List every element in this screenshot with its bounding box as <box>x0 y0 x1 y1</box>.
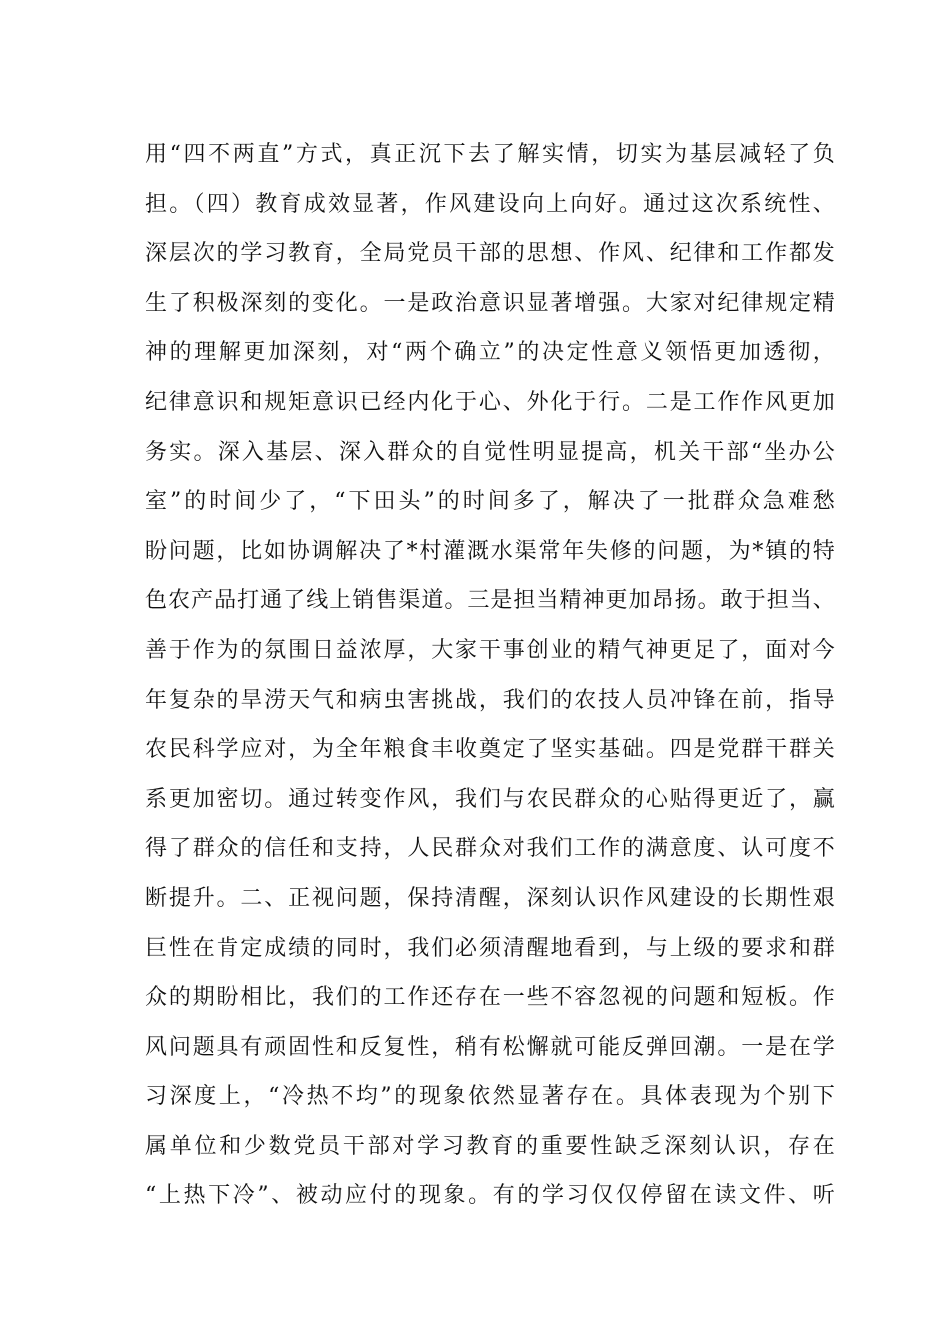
text-line-5: 神的理解更加深刻，对“两个确立”的决定性意义领悟更加透彻， <box>145 340 835 366</box>
text-line-9: 盼问题，比如协调解决了*村灌溉水渠常年失修的问题，为*镇的特 <box>145 538 835 564</box>
text-line-14: 系更加密切。通过转变作风，我们与农民群众的心贴得更近了，赢 <box>145 786 835 812</box>
text-line-6: 纪律意识和规矩意识已经内化于心、外化于行。二是工作作风更加 <box>145 389 835 415</box>
text-line-22: “上热下冷”、被动应付的现象。有的学习仅仅停留在读文件、听 <box>145 1183 835 1209</box>
text-line-20: 习深度上，“冷热不均”的现象依然显著存在。具体表现为个别下 <box>145 1084 835 1110</box>
text-line-8: 室”的时间少了，“下田头”的时间多了，解决了一批群众急难愁 <box>145 489 835 515</box>
text-line-10: 色农产品打通了线上销售渠道。三是担当精神更加昂扬。敢于担当、 <box>145 588 835 614</box>
text-line-19: 风问题具有顽固性和反复性，稍有松懈就可能反弹回潮。一是在学 <box>145 1034 835 1060</box>
text-line-1: 用“四不两直”方式，真正沉下去了解实情，切实为基层减轻了负 <box>145 142 835 167</box>
text-line-17: 巨性在肯定成绩的同时，我们必须清醒地看到，与上级的要求和群 <box>145 935 835 961</box>
text-line-3: 深层次的学习教育，全局党员干部的思想、作风、纪律和工作都发 <box>145 241 835 267</box>
text-line-7: 务实。深入基层、深入群众的自觉性明显提高，机关干部“坐办公 <box>145 439 835 465</box>
text-line-2: 担。（四）教育成效显著，作风建设向上向好。通过这次系统性、 <box>145 191 835 217</box>
body-text <box>145 130 835 1221</box>
text-line-4: 生了积极深刻的变化。一是政治意识显著增强。大家对纪律规定精 <box>145 290 835 316</box>
text-line-11: 善于作为的氛围日益浓厚，大家干事创业的精气神更足了，面对今 <box>145 637 835 663</box>
text-line-18: 众的期盼相比，我们的工作还存在一些不容忽视的问题和短板。作 <box>145 985 835 1011</box>
text-line-13: 农民科学应对，为全年粮食丰收奠定了坚实基础。四是党群干群关 <box>145 737 835 763</box>
text-line-21: 属单位和少数党员干部对学习教育的重要性缺乏深刻认识，存在 <box>145 1133 835 1159</box>
text-line-15: 得了群众的信任和支持，人民群众对我们工作的满意度、认可度不 <box>145 836 835 862</box>
text-line-16: 断提升。二、正视问题，保持清醒，深刻认识作风建设的长期性艰 <box>145 885 835 911</box>
text-line-12: 年复杂的旱涝天气和病虫害挑战，我们的农技人员冲锋在前，指导 <box>145 687 835 713</box>
